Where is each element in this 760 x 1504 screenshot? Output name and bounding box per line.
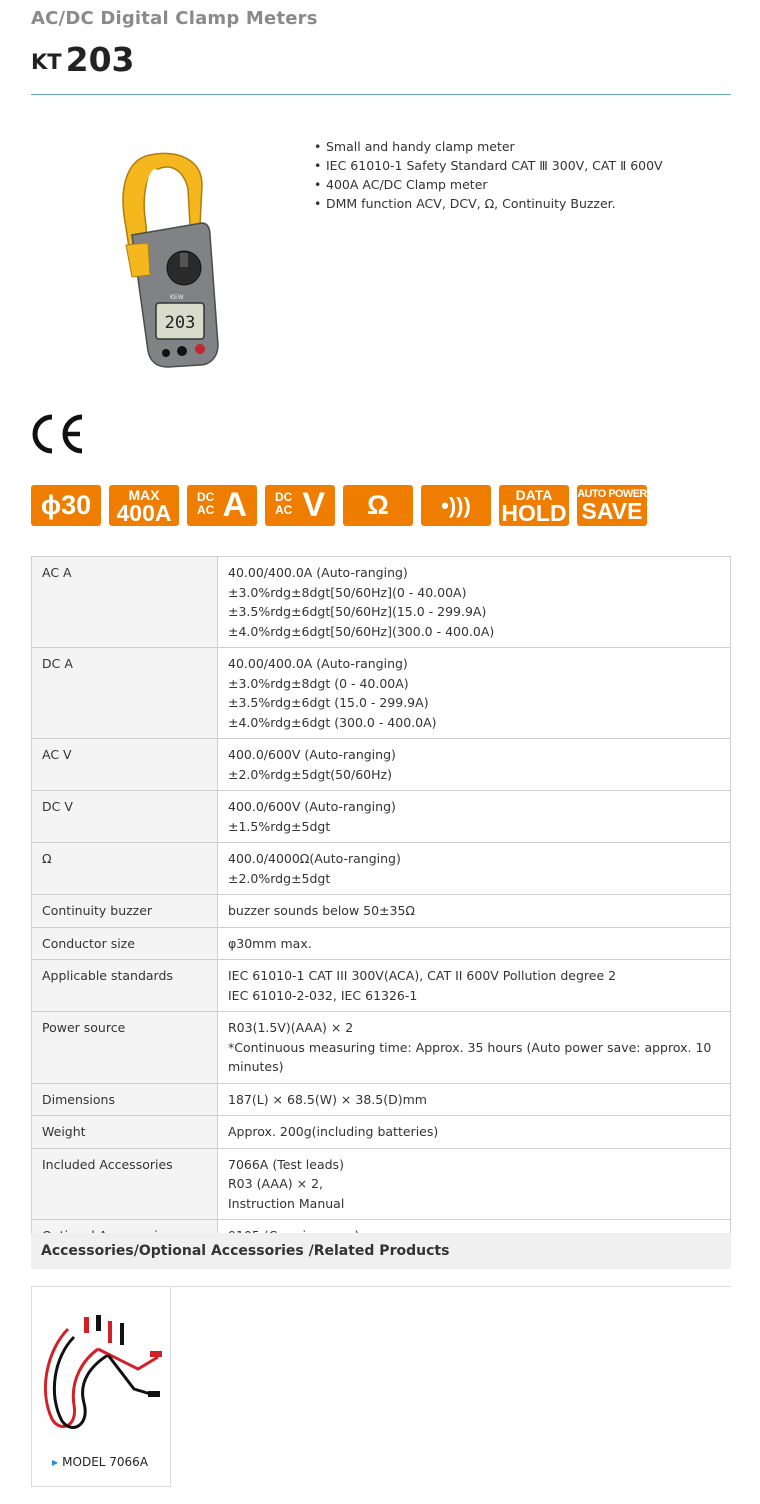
spec-row [32,960,731,1012]
spec-value [218,791,731,843]
spec-value-line: *Continuous measuring time: Approx. 35 hours (Auto power save: approx. 10 minutes) [228,1039,712,1074]
spec-label: DC A [32,648,218,739]
spec-value-line: ±2.0%rdg±5dgt(50/60Hz) [228,766,392,782]
spec-value-line: 7066A (Test leads) [228,1156,344,1172]
spec-label: Ω [32,843,218,895]
spec-value-line: 400.0/4000Ω(Auto-ranging) [228,851,401,866]
spec-value-line: ±4.0%rdg±6dgt (300.0 - 400.0A) [228,714,437,730]
spec-row [32,791,731,843]
model-prefix: KT [31,50,62,74]
spec-value [218,1012,731,1084]
product-category-title: AC/DC Digital Clamp Meters [31,8,318,29]
spec-value [218,960,731,1012]
specification-table [31,556,731,1253]
spec-row [32,739,731,791]
badge-data-hold: DATA HOLD [499,485,569,526]
spec-value [218,927,731,960]
test-leads-image[interactable] [38,1309,166,1437]
clamp-meter-product-image [110,145,230,375]
spec-label: Conductor size [32,927,218,960]
spec-value-line: 40.00/400.0A (Auto-ranging) [228,656,408,671]
arrow-right-icon: ▶ [52,1458,59,1467]
badge-ohm: Ω [343,485,413,526]
spec-value-line: 400.0/600V (Auto-ranging) [228,747,396,762]
spec-value-line: Approx. 200g(including batteries) [228,1124,439,1139]
spec-value-line: 400.0/600V (Auto-ranging) [228,799,396,814]
spec-value-line: ±3.5%rdg±6dgt (15.0 - 299.9A) [228,695,429,710]
spec-value-line: buzzer sounds below 50±35Ω [228,903,415,918]
spec-value [218,895,731,928]
spec-value-line: R03 (AAA) × 2, [228,1176,324,1191]
spec-value-line: Instruction Manual [228,1195,345,1211]
spec-value-line: ±4.0%rdg±6dgt[50/60Hz](300.0 - 400.0A) [228,623,495,639]
spec-row [32,895,731,928]
related-product-name[interactable]: MODEL 7066A [62,1455,149,1469]
badge-phi30: ɸ30 [31,485,101,526]
spec-row [32,843,731,895]
model-number: 203 [65,40,135,79]
feature-list [314,137,663,213]
spec-row [32,1012,731,1084]
feature-item: • 400A AC/DC Clamp meter [314,177,488,192]
spec-row [32,1116,731,1149]
feature-item: • IEC 61010-1 Safety Standard CAT Ⅲ 300V, CAT Ⅱ 600V [314,158,663,173]
spec-label: Power source [32,1012,218,1084]
spec-value [218,648,731,739]
spec-value-line: IEC 61010-1 CAT III 300V(ACA), CAT II 600V Pollution degree 2 [228,968,617,983]
spec-label: DC V [32,791,218,843]
spec-value [218,1148,731,1220]
spec-row [32,648,731,739]
spec-value-line: φ30mm max. [228,935,312,951]
spec-label: Dimensions [32,1083,218,1116]
spec-value-line: ±3.0%rdg±8dgt[50/60Hz](0 - 40.00A) [228,584,467,600]
badge-dcac-v: DC AC V [265,485,335,526]
spec-value-line: ±3.5%rdg±6dgt[50/60Hz](15.0 - 299.9A) [228,604,487,619]
spec-value [218,557,731,648]
spec-row [32,927,731,960]
spec-value-line: 40.00/400.0A (Auto-ranging) [228,565,408,580]
feature-item: • DMM function ACV, DCV, Ω, Continuity Buzzer. [314,196,616,211]
spec-value-line: ±2.0%rdg±5dgt [228,870,331,886]
spec-value-line: ±3.0%rdg±8dgt (0 - 40.00A) [228,675,409,691]
badge-dcac-a: DC AC A [187,485,257,526]
spec-value [218,1083,731,1116]
spec-value-line: 187(L) × 68.5(W) × 38.5(D)mm [228,1091,427,1107]
feature-item: • Small and handy clamp meter [314,139,515,154]
spec-value [218,739,731,791]
spec-value-line: ±1.5%rdg±5dgt [228,818,331,834]
lcd-reading: 203 [164,313,196,333]
spec-value [218,1116,731,1149]
spec-value [218,843,731,895]
related-products-header: Accessories/Optional Accessories /Related Products [31,1233,731,1269]
spec-label: AC A [32,557,218,648]
title-divider [31,94,731,95]
spec-row [32,1083,731,1116]
spec-label: Weight [32,1116,218,1149]
badge-buzzer: •))) [421,485,491,526]
related-product-link[interactable] [52,1455,148,1469]
lcd-brand: KEW [170,294,184,301]
spec-label: Continuity buzzer [32,895,218,928]
spec-label: Applicable standards [32,960,218,1012]
spec-value-line: R03(1.5V)(AAA) × 2 [228,1020,354,1035]
product-model-title [31,40,135,79]
badge-max-400a: MAX 400A [109,485,179,526]
spec-row [32,1148,731,1220]
badge-auto-power-save: AUTO POWER SAVE [577,485,647,526]
related-product-card[interactable] [31,1287,171,1487]
spec-value-line: IEC 61010-2-032, IEC 61326-1 [228,987,418,1003]
spec-label: AC V [32,739,218,791]
spec-label: Included Accessories [32,1148,218,1220]
ce-mark-icon [30,413,86,455]
spec-row [32,557,731,648]
